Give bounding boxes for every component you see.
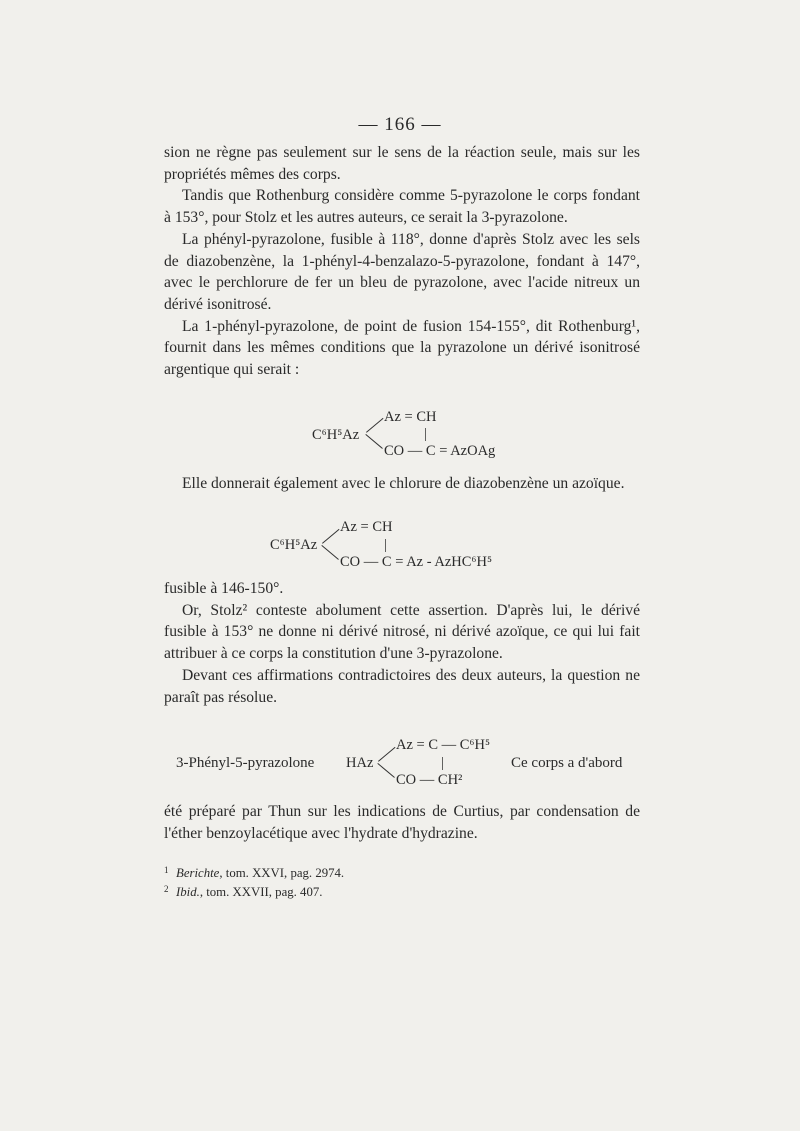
paragraph: fusible à 146-150°. — [164, 580, 284, 597]
paragraph: Elle donnerait également avec le chlorure de diazobenzène un azoïque. — [182, 475, 625, 492]
paragraph: été préparé par Thun sur les indications de Curtius, par condensation de l'éther benzoylacétique avec l'hydrate d'hydrazine. — [164, 803, 640, 842]
paragraph: La 1-phényl-pyrazolone, de point de fusion 154-155°, dit Rothenburg¹, fournit dans les mêmes conditions que la pyrazolone un dérivé isonitrosé argentique qui serait : — [164, 317, 640, 379]
formula-top-line: Az = C — C⁶H⁵ — [396, 737, 491, 753]
text-block-top — [164, 142, 640, 381]
formula-compound-name: 3-Phényl-5-pyrazolone — [176, 755, 315, 771]
bond-line — [366, 418, 383, 433]
formula-bond-bar: | — [424, 426, 427, 442]
bond-line — [365, 434, 382, 449]
footnote-text: , tom. XXVII, pag. 407. — [199, 885, 323, 899]
footnote-mark: 2 — [164, 884, 169, 894]
page-number: — 166 — — [358, 114, 442, 135]
bond-line — [321, 545, 338, 560]
footnote-ref: Ibid. — [176, 885, 200, 899]
formula-top-line: Az = CH — [340, 519, 393, 535]
formula-bottom-line: CO — C = AzOAg — [384, 443, 496, 459]
footnote-mark: 1 — [164, 865, 169, 875]
paragraph: Or, Stolz² conteste abolument cette assertion. D'après lui, le dérivé fusible à 153° ne donne ni dérivé nitrosé, ni dérivé azoïque, ce qui lui fait attribuer à ce corps la constitution d'une 3-pyrazolone. — [164, 601, 640, 663]
footnotes — [164, 864, 640, 902]
formula-bottom-line: CO — C = Az - AzHC⁶H⁵ — [340, 554, 493, 570]
paragraph: La phényl-pyrazolone, fusible à 118°, donne d'après Stolz avec les sels de diazobenzène, la 1-phényl-4-benzalazo-5-pyrazolone, fondant à 147°, avec le perchlorure de fer un bleu de pyrazolone, avec l'acide nitreux un dérivé isonitrosé. — [164, 230, 640, 313]
formula-left-group: HAz — [346, 755, 374, 771]
bond-line — [377, 763, 394, 778]
text-block-mid — [164, 473, 640, 495]
paragraph: Tandis que Rothenburg considère comme 5-pyrazolone le corps fondant à 153°, pour Stolz et les autres auteurs, ce serait la 3-pyrazolone. — [164, 187, 640, 227]
text-block-end — [164, 801, 640, 844]
formula-bond-bar: | — [384, 537, 387, 553]
formula-bond-bar: | — [441, 755, 444, 771]
formula-trailing-text: Ce corps a d'abord — [511, 755, 623, 771]
paragraph: Devant ces affirmations contradictoires des deux auteurs, la question ne paraît pas résolue. — [164, 666, 640, 706]
footnote — [164, 883, 640, 902]
paragraph: sion ne règne pas seulement sur le sens de la réaction seule, mais sur les propriétés mêmes des corps. — [164, 144, 640, 183]
bond-line — [322, 529, 339, 544]
bond-line — [378, 747, 395, 762]
footnote-text: , tom. XXVI, pag. 2974. — [219, 866, 345, 880]
formula-bottom-line: CO — CH² — [396, 772, 463, 788]
footnote — [164, 864, 640, 883]
text-block-bottom — [164, 578, 640, 708]
formula-top-line: Az = CH — [384, 409, 437, 425]
footnote-ref: Berichte — [176, 866, 220, 880]
formula-left-group: C⁶H⁵Az — [312, 427, 360, 443]
formula-left-group: C⁶H⁵Az — [270, 537, 318, 553]
